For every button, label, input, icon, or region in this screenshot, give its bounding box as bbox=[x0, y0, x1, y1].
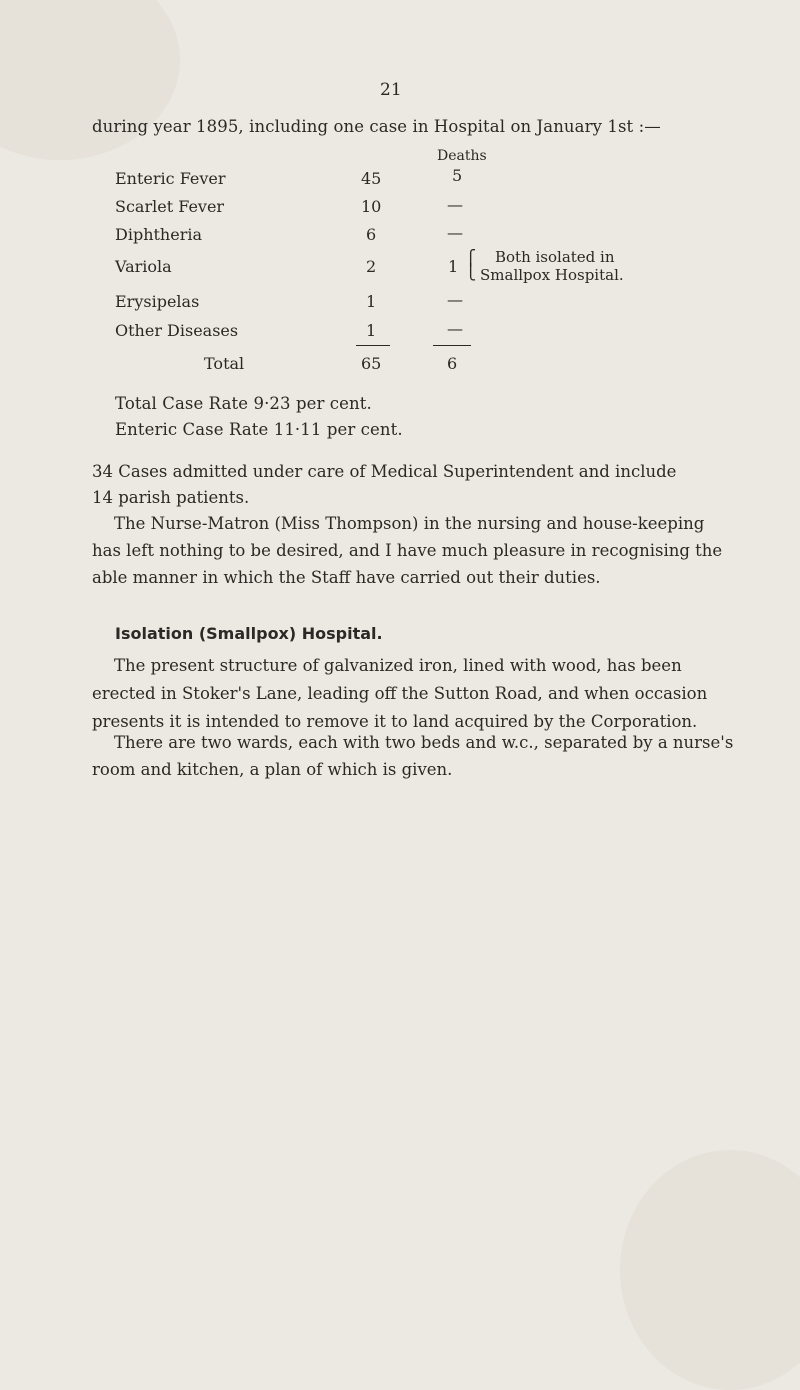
paragraph-line: The Nurse-Matron (Miss Thompson) in the nursing and house-keeping bbox=[114, 514, 705, 533]
table-row-disease: Erysipelas bbox=[115, 292, 200, 311]
paragraph-line: 34 Cases admitted under care of Medical Superintendent and include bbox=[92, 462, 677, 481]
section-heading: Isolation (Smallpox) Hospital. bbox=[115, 624, 383, 643]
page-number: 21 bbox=[380, 80, 402, 100]
table-row-deaths: — bbox=[447, 223, 463, 242]
table-row-disease: Scarlet Fever bbox=[115, 197, 225, 216]
paragraph-line: room and kitchen, a plan of which is given. bbox=[92, 760, 453, 779]
variola-note-line: Smallpox Hospital. bbox=[480, 266, 624, 284]
brace-top: ⎧ bbox=[465, 249, 477, 267]
table-row-disease: Other Diseases bbox=[115, 321, 239, 340]
paragraph-line: presents it is intended to remove it to land acquired by the Corporation. bbox=[92, 712, 698, 731]
brace-bottom: ⎩ bbox=[465, 263, 477, 281]
enteric-case-rate: Enteric Case Rate 11·11 per cent. bbox=[115, 420, 403, 439]
table-row-deaths: 1 bbox=[448, 257, 459, 276]
table-row-disease: Variola bbox=[115, 257, 172, 276]
total-deaths: 6 bbox=[447, 354, 458, 373]
intro-line: during year 1895, including one case in Hospital on January 1st :— bbox=[92, 117, 661, 136]
table-row-disease: Diphtheria bbox=[115, 225, 202, 244]
paper-stain bbox=[620, 1150, 800, 1390]
paragraph-line: The present structure of galvanized iron, lined with wood, has been bbox=[114, 656, 682, 675]
table-row-cases: 6 bbox=[366, 225, 377, 244]
paragraph-line: has left nothing to be desired, and I have much pleasure in recognising the bbox=[92, 541, 723, 560]
paragraph-line: able manner in which the Staff have carried out their duties. bbox=[92, 568, 601, 587]
table-row-cases: 2 bbox=[366, 257, 377, 276]
table-row-deaths: — bbox=[447, 195, 463, 214]
table-row-deaths: — bbox=[447, 319, 463, 338]
variola-note-line: Both isolated in bbox=[495, 248, 615, 266]
disease-table bbox=[115, 148, 695, 388]
cases-total-rule bbox=[356, 345, 390, 346]
paper-stain bbox=[0, 0, 180, 160]
total-cases: 65 bbox=[361, 354, 382, 373]
table-row-cases: 1 bbox=[366, 321, 377, 340]
paragraph-line: erected in Stoker's Lane, leading off the Sutton Road, and when occasion bbox=[92, 684, 708, 703]
table-row-cases: 45 bbox=[361, 169, 382, 188]
deaths-column-header: Deaths bbox=[437, 148, 487, 164]
table-row-deaths: — bbox=[447, 290, 463, 309]
deaths-total-rule bbox=[433, 345, 471, 346]
paragraph-line: 14 parish patients. bbox=[92, 488, 250, 507]
table-row-disease: Enteric Fever bbox=[115, 169, 226, 188]
paragraph-line: There are two wards, each with two beds and w.c., separated by a nurse's bbox=[114, 733, 734, 752]
total-case-rate: Total Case Rate 9·23 per cent. bbox=[115, 394, 372, 413]
table-row-cases: 10 bbox=[361, 197, 382, 216]
table-row-deaths: 5 bbox=[452, 166, 463, 185]
total-label: Total bbox=[204, 354, 245, 373]
table-row-cases: 1 bbox=[366, 292, 377, 311]
